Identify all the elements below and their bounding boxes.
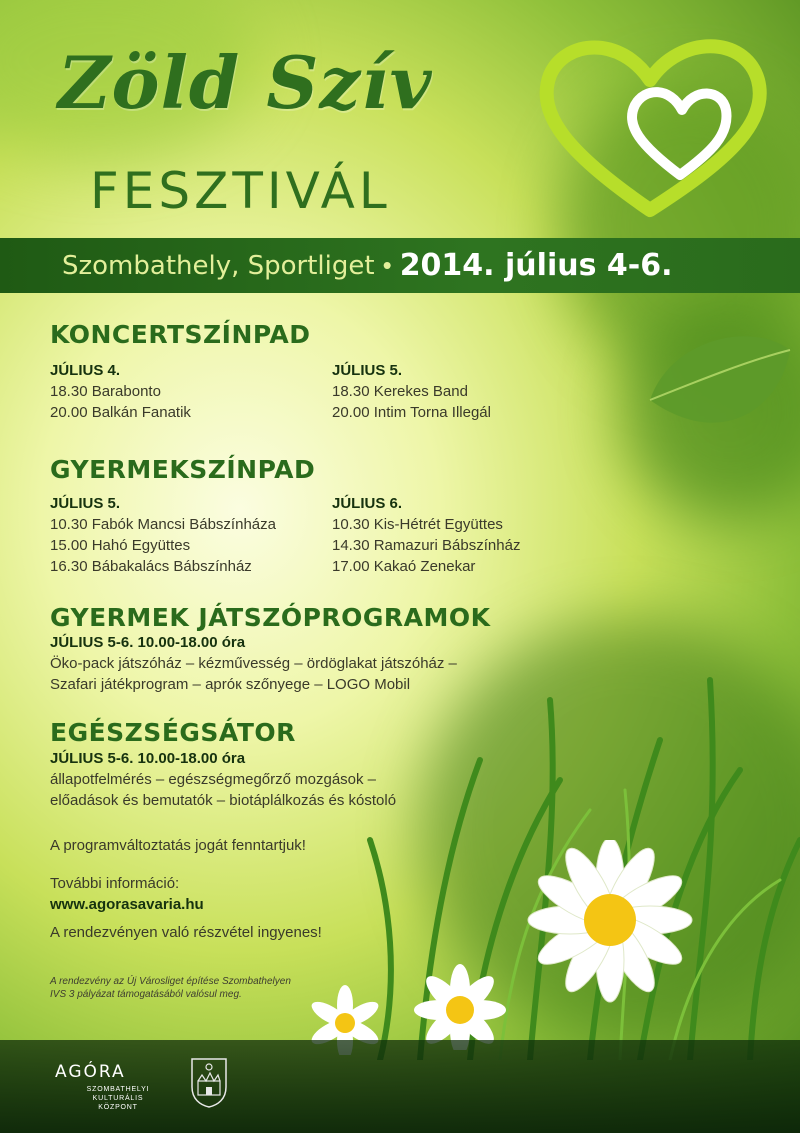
time-label: JÚLIUS 5-6. 10.00-18.00 óra	[50, 634, 246, 651]
program-line: előadások és bemutatók – biotáplálkozás és kóstoló	[50, 792, 397, 809]
list-item: 18.30 Barabonto	[50, 383, 161, 400]
logo-sub-line: KÖZPONT	[98, 1104, 138, 1111]
day-label: JÚLIUS 4.	[50, 362, 121, 379]
funding-note	[50, 975, 340, 1001]
list-item: 15.00 Hahó Együttes	[50, 537, 191, 554]
location-date-band	[0, 238, 800, 293]
location: Szombathely, Sportliget	[62, 250, 375, 281]
concert-heading: KONCERTSZÍNPAD	[50, 320, 311, 349]
festival-title: Zöld Szív	[58, 40, 433, 125]
logo-sub-line: SZOMBATHELYI	[86, 1086, 150, 1093]
program-line: állapotfelmérés – egészségmegőrző mozgások –	[50, 771, 377, 788]
info-label: További információ:	[50, 875, 180, 892]
agora-logo-subtitle	[83, 1085, 153, 1112]
list-item: 17.00 Kakaó Zenekar	[332, 558, 476, 575]
festival-dates: 2014. július 4-6.	[399, 248, 673, 283]
kids-stage-day-1	[50, 493, 276, 577]
funding-line: A rendezvény az Új Városliget építése Szombathelyen	[50, 976, 291, 987]
time-label: JÚLIUS 5-6. 10.00-18.00 óra	[50, 750, 246, 767]
program-line: Öko-pack játszóház – kézművesség – ördöglakat játszóház –	[50, 655, 457, 672]
list-item: 16.30 Bábakalács Bábszínház	[50, 558, 252, 575]
leaf-icon	[640, 320, 800, 460]
health-heading: EGÉSZSÉGSÁTOR	[50, 718, 296, 747]
health-details	[50, 748, 396, 811]
list-item: 18.30 Kerekes Band	[332, 383, 468, 400]
daisy-icon	[385, 960, 535, 1050]
separator-dot: •	[382, 250, 392, 280]
city-crest-icon	[190, 1057, 228, 1109]
change-notice: A programváltoztatás jogát fenntartjuk!	[50, 837, 306, 854]
day-label: JÚLIUS 5.	[332, 362, 403, 379]
agora-logo	[55, 1062, 153, 1112]
concert-day-1	[50, 360, 191, 423]
info-block	[50, 873, 204, 915]
kids-games-heading: GYERMEK JÁTSZÓPROGRAMOK	[50, 603, 491, 632]
list-item: 20.00 Intim Torna Illegál	[332, 404, 491, 421]
program-line: Szafari játékprogram – apróк szőnyege – LOGO Mobil	[50, 676, 411, 693]
kids-stage-day-2	[332, 493, 520, 577]
kids-stage-heading: GYERMEKSZÍNPAD	[50, 455, 316, 484]
list-item: 10.30 Fabók Mancsi Bábszínháza	[50, 516, 276, 533]
heart-logo-icon	[530, 25, 770, 225]
free-entry-notice: A rendezvényen való részvétel ingyenes!	[50, 924, 322, 941]
logo-sub-line: KULTURÁLIS	[92, 1095, 144, 1102]
concert-day-2	[332, 360, 491, 423]
kids-games-details	[50, 632, 457, 695]
festival-subtitle: FESZTIVÁL	[90, 162, 391, 220]
list-item: 10.30 Kis-Hétrét Együttes	[332, 516, 503, 533]
day-label: JÚLIUS 5.	[50, 495, 121, 512]
funding-line: IVS 3 pályázat támogatásából valósul meg.	[50, 989, 242, 1000]
list-item: 20.00 Balkán Fanatik	[50, 404, 191, 421]
day-label: JÚLIUS 6.	[332, 495, 403, 512]
website-link[interactable]: www.agorasavaria.hu	[50, 896, 204, 913]
agora-logo-text: AGÓRA	[55, 1062, 126, 1082]
list-item: 14.30 Ramazuri Bábszínház	[332, 537, 521, 554]
